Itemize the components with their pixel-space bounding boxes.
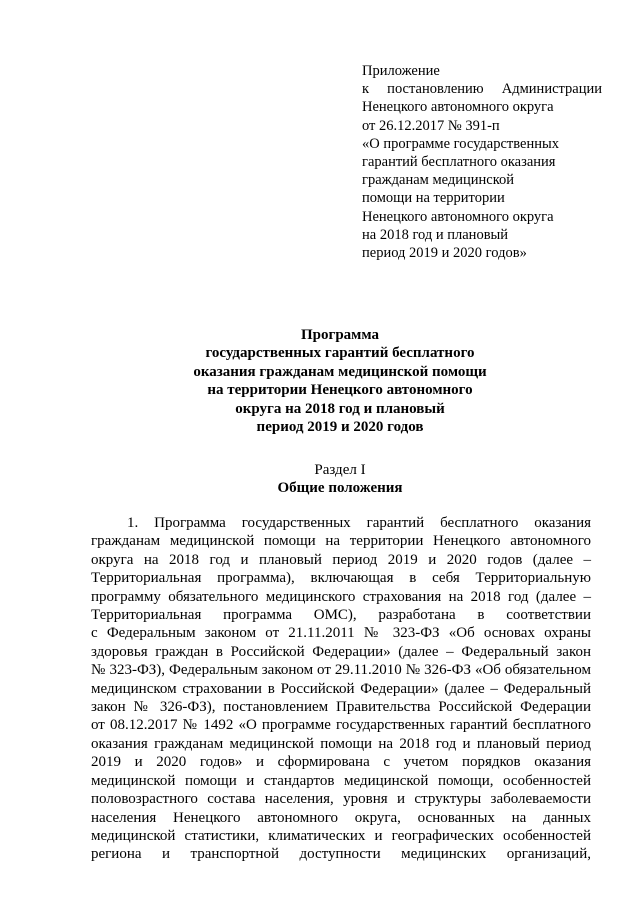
paragraph-line: населения Ненецкого автономного округа, основанных на данных	[91, 809, 591, 826]
appendix-line: на 2018 год и плановый	[362, 226, 509, 243]
appendix-line: период 2019 и 2020 годов»	[362, 245, 527, 262]
paragraph-line: с Федеральным законом от 21.11.2011 № 323-ФЗ «Об основах охраны	[91, 625, 591, 642]
title-line: оказания гражданам медицинской помощи	[193, 363, 487, 380]
appendix-line: от 26.12.2017 № 391-п	[362, 117, 500, 134]
paragraph-line: половозрастного состава населения, уровня и структуры заболеваемости	[91, 791, 591, 808]
appendix-line: к постановлению Администрации	[362, 81, 602, 98]
appendix-line: Приложение	[362, 63, 440, 79]
paragraph-line: округа на 2018 год и плановый период 2019 и 2020 годов (далее –	[91, 551, 591, 568]
appendix-line: Ненецкого автономного округа	[362, 208, 554, 225]
appendix-line: гражданам медицинской	[362, 172, 515, 189]
appendix-header	[362, 62, 602, 262]
document-title	[90, 326, 590, 436]
paragraph-line: 1. Программа государственных гарантий бесплатного оказания	[127, 515, 591, 531]
appendix-line: помощи на территории	[362, 190, 505, 207]
paragraph-1	[91, 514, 591, 864]
appendix-line: Ненецкого автономного округа	[362, 99, 554, 116]
title-line: округа на 2018 год и плановый	[235, 400, 445, 417]
paragraph-line: региона и транспортной доступности медицинских организаций,	[91, 846, 591, 863]
paragraph-line: медицинском страховании в Российской Федерации» (далее – Федеральный	[91, 680, 591, 697]
paragraph-line: медицинской помощи и стандартов медицинской помощи, особенностей	[91, 772, 591, 789]
section-label: Раздел I	[314, 462, 366, 478]
paragraph-line: № 323-ФЗ), Федеральным законом от 29.11.2010 № 326-ФЗ «Об обязательном	[91, 662, 591, 679]
paragraph-line: от 08.12.2017 № 1492 «О программе государственных гарантий бесплатного	[91, 717, 591, 734]
appendix-line: гарантий бесплатного оказания	[362, 154, 556, 171]
paragraph-line: Территориальная программа), включающая в себя Территориальную	[91, 570, 591, 587]
paragraph-line: программу обязательного медицинского страхования на 2018 год (далее –	[91, 588, 591, 605]
paragraph-line: оказания гражданам медицинской помощи на 2018 год и плановый период	[91, 735, 591, 752]
title-line: период 2019 и 2020 годов	[256, 419, 424, 436]
paragraph-line: 2019 и 2020 годов» и сформирована с учетом порядков оказания	[91, 754, 591, 771]
title-line: государственных гарантий бесплатного	[205, 345, 475, 362]
title-line: на территории Ненецкого автономного	[207, 382, 473, 399]
title-line: Программа	[301, 327, 379, 343]
paragraph-line: медицинской статистики, климатических и географических особенностей	[91, 827, 591, 844]
paragraph-line: гражданам медицинской помощи на территории Ненецкого автономного	[91, 533, 591, 550]
paragraph-line: Территориальная программа ОМС), разработана в соответствии	[91, 607, 591, 624]
section-heading: Общие положения	[277, 480, 403, 497]
paragraph-line: закон № 326-ФЗ), постановлением Правительства Российской Федерации	[91, 699, 591, 716]
section-header	[90, 461, 590, 498]
paragraph-line: здоровья граждан в Российской Федерации» (далее – Федеральный закон	[91, 643, 591, 660]
appendix-line: «О программе государственных	[362, 135, 559, 152]
